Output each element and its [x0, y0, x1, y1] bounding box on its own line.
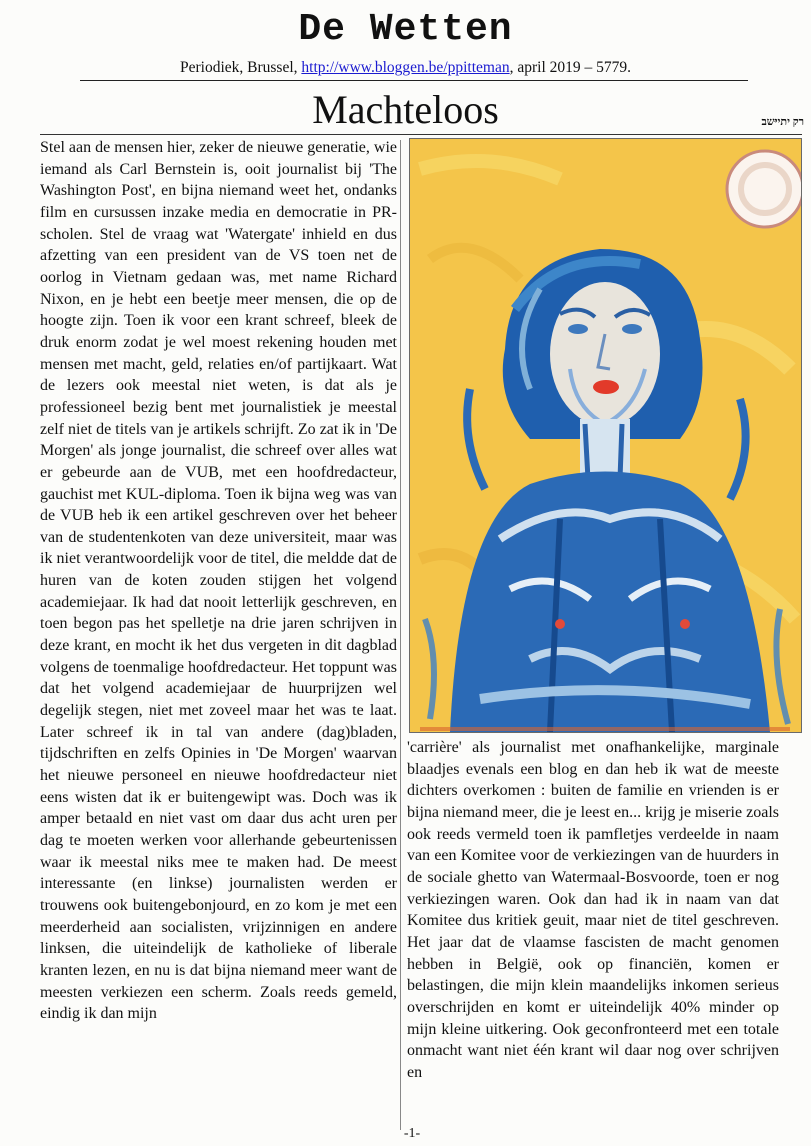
publication-info-prefix: Periodiek, Brussel, — [179, 59, 302, 76]
publication-info — [0, 59, 811, 77]
article-text-left: Stel aan de mensen hier, zeker de nieuwe generatie, wie iemand als Carl Bernstein is, ooit journalist bij 'The Washington Post', en bijna niemand weet het, ondanks film en cursussen inzake media en democratie in PR-scholen. Stel de vraag wat 'Watergate' inhield en dus afzetting van een president van de VS toen net de oorlog in Vietnam gedaan was, met name Richard Nixon, en je hebt een beetje meer mensen, die op de hoogte zijn. Toen ik voor een krant schreef, bleek de druk enorm zodat je wel moest rekening houden met mensen met macht, geld, relaties en/of partijkaart. Wat de lezers ook meestal niet weten, is dat als je professioneel bezig bent met journalistiek je meestal zelf niet de titels van je artikels schrijft. Zo zat ik in 'De Morgen' als jonge journalist, die schreef over alles wat er gebeurde aan de VUB, met een hoofdredacteur, gauchist met KUL-diploma. Toen ik bijna weg was van de VUB heb ik een artikel geschreven over het beheer van de studentenkoten van deze universiteit, maar was ik niet verantwoordelijk voor de titel, die meldde dat de huren van de koten zouden stijgen het volgend academiejaar. Ik had dat nooit letterlijk geschreven, en toen begon pas het spelletje na drie jaren schrijven in deze krant, en mocht ik het dus vergeten in dit dagblad volgens de toenmalige hoofdredacteur. Het toppunt was dat het volgend academiejaar de huurprijzen wel degelijk stegen, niet met zoveel maar het was te laat. Later schreef ik in tal van andere (dag)bladen, tijdschriften en zelfs Opinies in 'De Morgen' waarvan het nieuwe personeel en nieuwe hoofdredacteur niet eens wisten dat ik er buitengewipt was. Doch was ik amper betaald en niet vast om daar dus acht uren per dag te moeten werken voor allerhande gebeurtenissen waar ik meestal niks mee te maken had. De meest interessante (en linkse) journalisten werden er trouwens ook buitengebonjourd, en zo kom je met een meerderheid aan socialisten, vrijzinnigen en andere linksen, die uiteindelijk de katholieke of liberale kranten lezen, en nu is dat bijna niemand meer want de meesten verkiezen een scherm. Zoals reeds gemeld, eindig ik dan mijn — [40, 139, 397, 1023]
article-text-right: 'carrière' als journalist met onafhankelijke, marginale blaadjes evenals een blog en dan heb ik wat de meeste dichters overkomen : buiten de familie en vrienden is er bijna niemand meer, die je leest en... krijg je miserie zoals ook reeds vermeld toen ik pamfletjes verdeelde in naam van een Komitee voor de verkiezingen van de huurders in de sociale ghetto van Watermaal-Bosvoorde, toen er nog verkiezingen waren. Ook dan had ik in naam van dat Komitee dus kritiek geuit, maar niet de titel geschreven. Het jaar dat de vlaamse fascisten de macht genomen hebben in België, ook op financiën, komen er belastingen, die mijn klein maandelijks inkomen serieus overschrijden en komt er uiteindelijk 40% minder op mijn kleine uitkering. Ook geconfronteerd met een totale onmacht want niet één krant wil daar nog over schrijven en — [407, 739, 779, 1081]
newsletter-title: De Wetten — [298, 8, 513, 51]
article-column-right — [407, 737, 779, 1129]
blog-link[interactable]: http://www.bloggen.be/ppitteman — [301, 59, 510, 76]
page-number: -1- — [403, 1126, 421, 1141]
masthead-divider — [80, 80, 748, 81]
article-column-left — [40, 137, 397, 1137]
portrait-painting-art — [410, 139, 801, 732]
portrait-painting — [409, 138, 802, 733]
publication-info-date: , april 2019 – 5779. — [509, 59, 632, 76]
article-headline: Machteloos — [312, 87, 499, 132]
headline-divider — [40, 134, 802, 135]
hebrew-tag: רק יתייּשב — [761, 116, 804, 128]
column-divider — [400, 140, 401, 1130]
